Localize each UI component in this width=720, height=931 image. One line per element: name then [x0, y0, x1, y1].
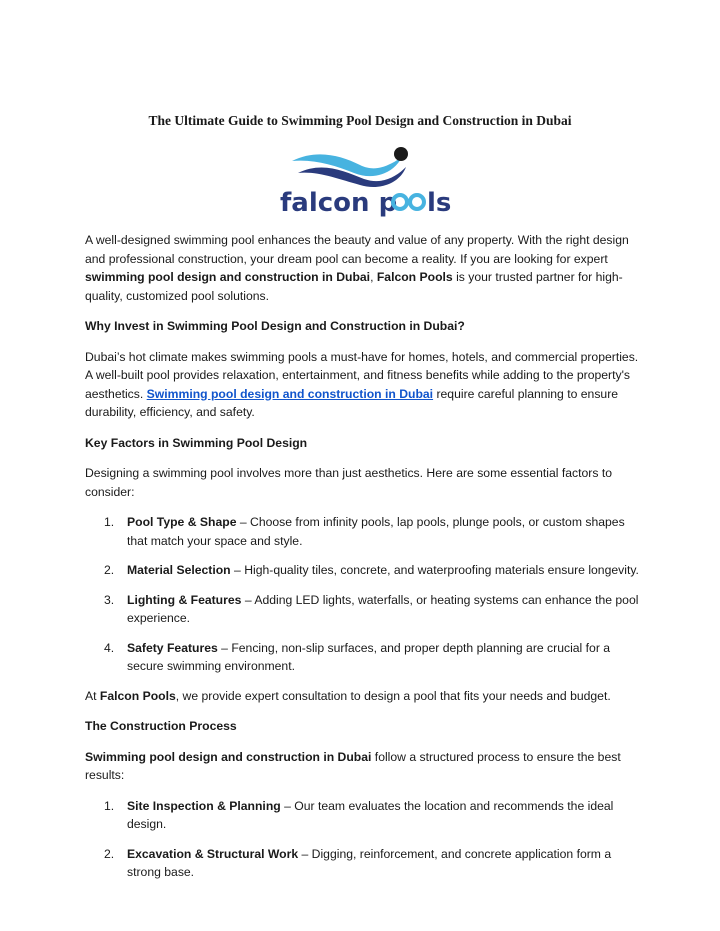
intro-paragraph: A well-designed swimming pool enhances the beauty and value of any property. With the right design and professional construction, your dream pool can become a reality. If you are looking for expert swimming pool design and construction in Dubai, Falcon Pools is your trusted partner for high-quality, customized pool solutions. — [85, 233, 629, 303]
list-item: 1. Pool Type & Shape – Choose from infinity pools, lap pools, plunge pools, or custom shapes that match your space and style. — [104, 515, 625, 548]
document-body — [85, 231, 645, 893]
list-item: 4. Safety Features – Fencing, non-slip surfaces, and proper depth planning are crucial for a secure swimming environment. — [104, 640, 611, 673]
falcon-paragraph: At Falcon Pools, we provide expert consultation to design a pool that fits your needs and budget. — [85, 688, 611, 703]
document-title: The Ultimate Guide to Swimming Pool Design and Construction in Dubai — [148, 113, 572, 128]
intro-keyword: swimming pool design and construction in Dubai — [85, 270, 371, 284]
key-factors-intro: Designing a swimming pool involves more than just aesthetics. Here are some essential factors to consider: — [85, 466, 613, 499]
key-factors-heading: Key Factors in Swimming Pool Design — [85, 435, 308, 450]
construction-list — [85, 797, 645, 882]
list-item: 3. Lighting & Features – Adding LED lights, waterfalls, or heating systems can enhance the pool experience. — [104, 592, 639, 625]
construction-heading: The Construction Process — [85, 719, 237, 733]
construction-intro: Swimming pool design and construction in Dubai follow a structured process to ensure the best results: — [85, 749, 621, 782]
brand-name: Falcon Pools — [376, 270, 453, 284]
falcon-pools-logo — [278, 143, 452, 219]
logo-o2 — [410, 195, 424, 209]
logo-text-right: ls — [427, 188, 452, 218]
why-paragraph: Dubai’s hot climate makes swimming pools a must-have for homes, hotels, and commercial properties. A well-built pool provides relaxation, entertainment, and fitness benefits while adding to the property's aesthetics. Swimming pool design and construction in Dubai require careful planning to ensure durability, efficiency, and safety. — [85, 349, 639, 419]
key-factors-list — [85, 513, 645, 676]
brand-name: Falcon Pools — [99, 688, 176, 703]
logo-ball — [394, 147, 408, 161]
why-heading: Why Invest in Swimming Pool Design and Construction in Dubai? — [85, 319, 465, 333]
logo-text-left: falcon p — [280, 188, 398, 218]
list-item: 1. Site Inspection & Planning – Our team evaluates the location and recommends the ideal design. — [104, 798, 614, 831]
service-link[interactable]: Swimming pool design and construction in Dubai — [146, 386, 434, 401]
list-item: 2. Material Selection – High-quality tiles, concrete, and waterproofing materials ensure longevity. — [104, 563, 639, 577]
list-item: 2. Excavation & Structural Work – Digging, reinforcement, and concrete application form a strong base. — [104, 846, 612, 879]
